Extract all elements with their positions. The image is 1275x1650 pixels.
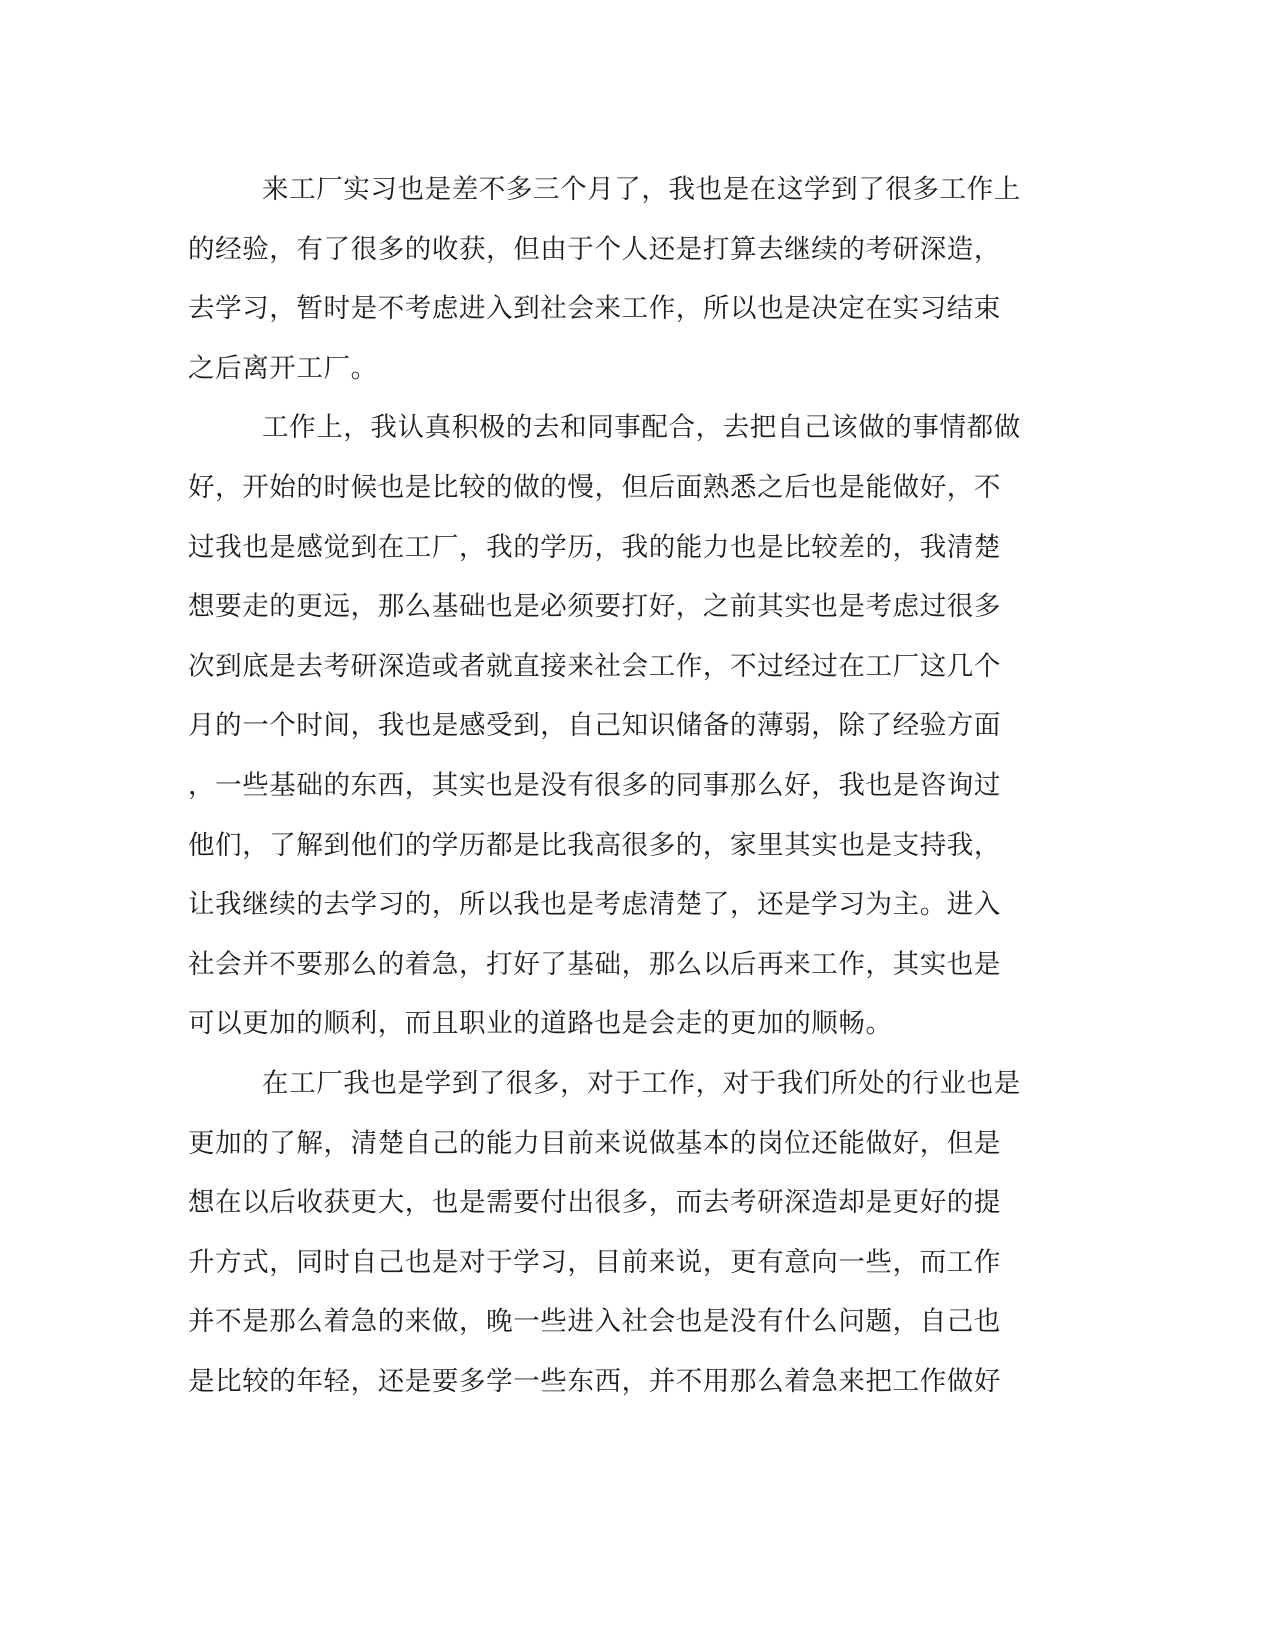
paragraph-3-line-4: 升方式，同时自己也是对于学习，目前来说，更有意向一些，而工作 [188,1246,1001,1278]
paragraph-1-line-1: 来工厂实习也是差不多三个月了，我也是在这学到了很多工作上 [262,174,1021,205]
paragraph-1-line-4: 之后离开工厂。 [188,352,378,384]
paragraph-3-line-2: 更加的了解，清楚自己的能力目前来说做基本的岗位还能做好，但是 [188,1127,1001,1159]
paragraph-2-line-8: 他们，了解到他们的学历都是比我高很多的，家里其实也是支持我， [188,829,1001,861]
paragraph-3-line-1: 在工厂我也是学到了很多，对于工作，对于我们所处的行业也是 [262,1067,1021,1099]
paragraph-1-line-2: 的经验，有了很多的收获，但由于个人还是打算去继续的考研深造， [188,233,1001,265]
paragraph-3-line-5: 并不是那么着急的来做，晚一些进入社会也是没有什么问题，自己也 [188,1306,1001,1338]
paragraph-2-line-3: 过我也是感觉到在工厂，我的学历，我的能力也是比较差的，我清楚 [188,531,1001,563]
document-body [188,160,1068,1411]
paragraph-2-line-7: ，一些基础的东西，其实也是没有很多的同事那么好，我也是咨询过 [188,769,1001,801]
paragraph-3-line-3: 想在以后收获更大，也是需要付出很多，而去考研深造却是更好的提 [188,1187,1001,1219]
paragraph-2-line-9: 让我继续的去学习的，所以我也是考虑清楚了，还是学习为主。进入 [188,889,1001,921]
paragraph-2-line-11: 可以更加的顺利，而且职业的道路也是会走的更加的顺畅。 [188,1008,893,1040]
paragraph-1-line-3: 去学习，暂时是不考虑进入到社会来工作，所以也是决定在实习结束 [188,293,1001,325]
paragraph-2-line-6: 月的一个时间，我也是感受到，自己知识储备的薄弱，除了经验方面 [188,710,1001,742]
paragraph-2-line-1: 工作上，我认真积极的去和同事配合，去把自己该做的事情都做 [262,412,1021,444]
paragraph-2-line-4: 想要走的更远，那么基础也是必须要打好，之前其实也是考虑过很多 [188,591,1001,623]
paragraph-2-line-2: 好，开始的时候也是比较的做的慢，但后面熟悉之后也是能做好，不 [188,471,1001,503]
paragraph-2-line-10: 社会并不要那么的着急，打好了基础，那么以后再来工作，其实也是 [188,948,1001,980]
paragraph-3-line-6: 是比较的年轻，还是要多学一些东西，并不用那么着急来把工作做好 [188,1365,1001,1397]
paragraph-2-line-5: 次到底是去考研深造或者就直接来社会工作，不过经过在工厂这几个 [188,650,1001,682]
